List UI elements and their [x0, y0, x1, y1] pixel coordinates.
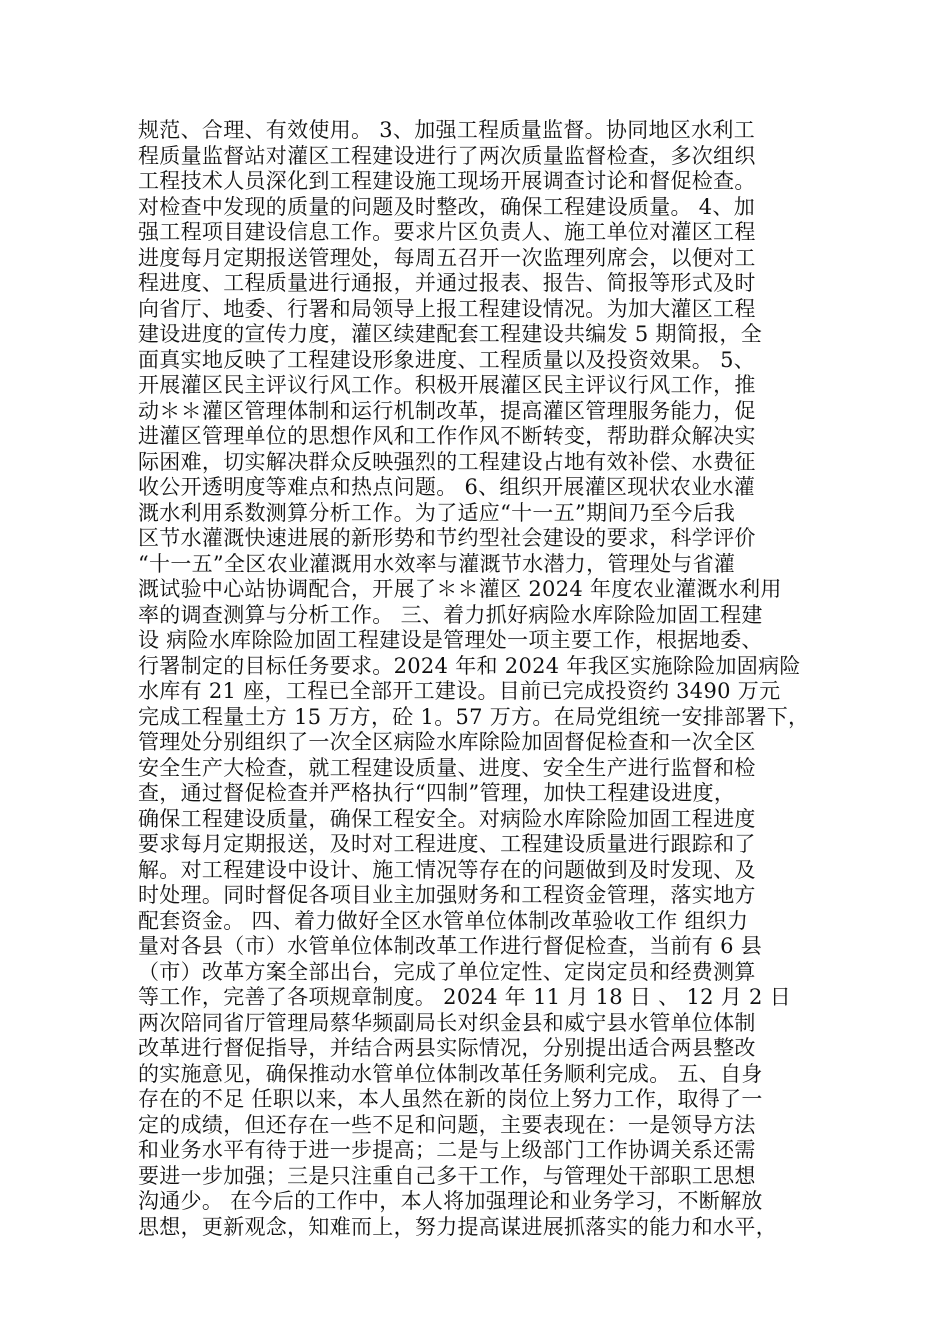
text-line: 时处理。同时督促各项目业主加强财务和工程资金管理，落实地方 — [138, 883, 756, 907]
text-line: 改革进行督促指导，并结合两县实际情况，分别提出适合两县整改 — [138, 1036, 756, 1060]
text-line: 强工程项目建设信息工作。要求片区负责人、施工单位对灌区工程 — [138, 220, 756, 244]
text-line: 收公开透明度等难点和热点问题。 6、组织开展灌区现状农业水灌 — [138, 475, 756, 499]
text-line: 和业务水平有待于进一步提高；二是与上级部门工作协调关系还需 — [138, 1138, 756, 1162]
text-line: 安全生产大检查，就工程建设质量、进度、安全生产进行监督和检 — [138, 755, 756, 780]
text-line: 的实施意见，确保推动水管单位体制改革任务顺利完成。 五、自身 — [138, 1061, 763, 1086]
text-line: 两次陪同省厅管理局蔡华频副局长对织金县和威宁县水管单位体制 — [138, 1010, 756, 1035]
text-line: 管理处分别组织了一次全区病险水库除险加固督促检查和一次全区 — [138, 730, 756, 754]
text-line: 进灌区管理单位的思想作风和工作作风不断转变，帮助群众解决实 — [138, 424, 756, 448]
text-line: 完成工程量土方 15 万方，砼 1。57 万方。在局党组统一安排部署下， — [138, 704, 810, 729]
text-line: 溉试验中心站协调配合，开展了＊＊灌区 2024 年度农业灌溉水利用 — [138, 577, 782, 601]
text-line: 区节水灌溉快速进展的新形势和节约型社会建设的要求，科学评价 — [138, 526, 756, 550]
text-line: 规范、合理、有效使用。 3、加强工程质量监督。协同地区水利工 — [138, 118, 756, 142]
text-line: 查，通过督促检查并严格执行“四制”管理，加快工程建设进度， — [138, 781, 736, 805]
text-line: 程质量监督站对灌区工程建设进行了两次质量监督检查，多次组织 — [138, 143, 756, 168]
body-text — [138, 118, 828, 1240]
text-line: 定的成绩，但还存在一些不足和问题，主要表现在：一是领导方法 — [138, 1112, 756, 1137]
text-line: 等工作，完善了各项规章制度。 2024 年 11 月 18 日 、 12 月 2 日 — [138, 985, 791, 1009]
text-line: 际困难，切实解决群众反映强烈的工程建设占地有效补偿、水费征 — [138, 449, 756, 474]
text-line: 思想，更新观念，知难而上，努力提高谋进展抓落实的能力和水平， — [138, 1214, 777, 1239]
text-line: 向省厅、地委、行署和局领导上报工程建设情况。为加大灌区工程 — [138, 296, 756, 321]
text-line: 行署制定的目标任务要求。2024 年和 2024 年我区实施除险加固病险 — [138, 653, 801, 678]
text-line: 量对各县（市）水管单位体制改革工作进行督促检查，当前有 6 县 — [138, 934, 763, 958]
text-line: 沟通少。 在今后的工作中，本人将加强理论和业务学习，不断解放 — [138, 1189, 763, 1213]
text-line: 动＊＊灌区管理体制和运行机制改革，提高灌区管理服务能力，促 — [138, 398, 756, 423]
text-line: 面真实地反映了工程建设形象进度、工程质量以及投资效果。 5、 — [138, 347, 756, 372]
text-line: 存在的不足 任职以来，本人虽然在新的岗位上努力工作，取得了一 — [138, 1087, 763, 1111]
text-line: 建设进度的宣传力度，灌区续建配套工程建设共编发 5 期简报，全 — [138, 322, 763, 346]
text-line: 解。对工程建设中设计、施工情况等存在的问题做到及时发现、及 — [138, 857, 756, 882]
text-line: 程进度、工程质量进行通报，并通过报表、报告、简报等形式及时 — [138, 271, 756, 295]
text-line: “十一五”全区农业灌溉用水效率与灌溉节水潜力，管理处与省灌 — [138, 551, 736, 576]
text-line: 配套资金。 四、着力做好全区水管单位体制改革验收工作 组织力 — [138, 908, 749, 933]
text-line: 设 病险水库除险加固工程建设是管理处一项主要工作，根据地委、 — [138, 628, 763, 652]
text-line: 要求每月定期报送，及时对工程进度、工程建设质量进行跟踪和了 — [138, 832, 756, 856]
text-line: 率的调查测算与分析工作。 三、着力抓好病险水库除险加固工程建 — [138, 602, 763, 627]
text-line: 工程技术人员深化到工程建设施工现场开展调查讨论和督促检查。 — [138, 169, 756, 193]
text-line: （市）改革方案全部出台，完成了单位定性、定岗定员和经费测算 — [138, 959, 756, 984]
text-line: 开展灌区民主评议行风工作。积极开展灌区民主评议行风工作，推 — [138, 373, 756, 397]
text-line: 对检查中发现的质量的问题及时整改，确保工程建设质量。 4、加 — [138, 194, 756, 219]
text-line: 溉水利用系数测算分析工作。为了适应“十一五”期间乃至今后我 — [138, 500, 736, 525]
text-line: 要进一步加强；三是只注重自己多干工作，与管理处干部职工思想 — [138, 1163, 756, 1188]
text-line: 确保工程建设质量，确保工程安全。对病险水库除险加固工程进度 — [138, 806, 756, 831]
text-line: 进度每月定期报送管理处，每周五召开一次监理列席会，以便对工 — [138, 245, 756, 270]
text-line: 水库有 21 座，工程已全部开工建设。目前已完成投资约 3490 万元 — [138, 679, 781, 703]
